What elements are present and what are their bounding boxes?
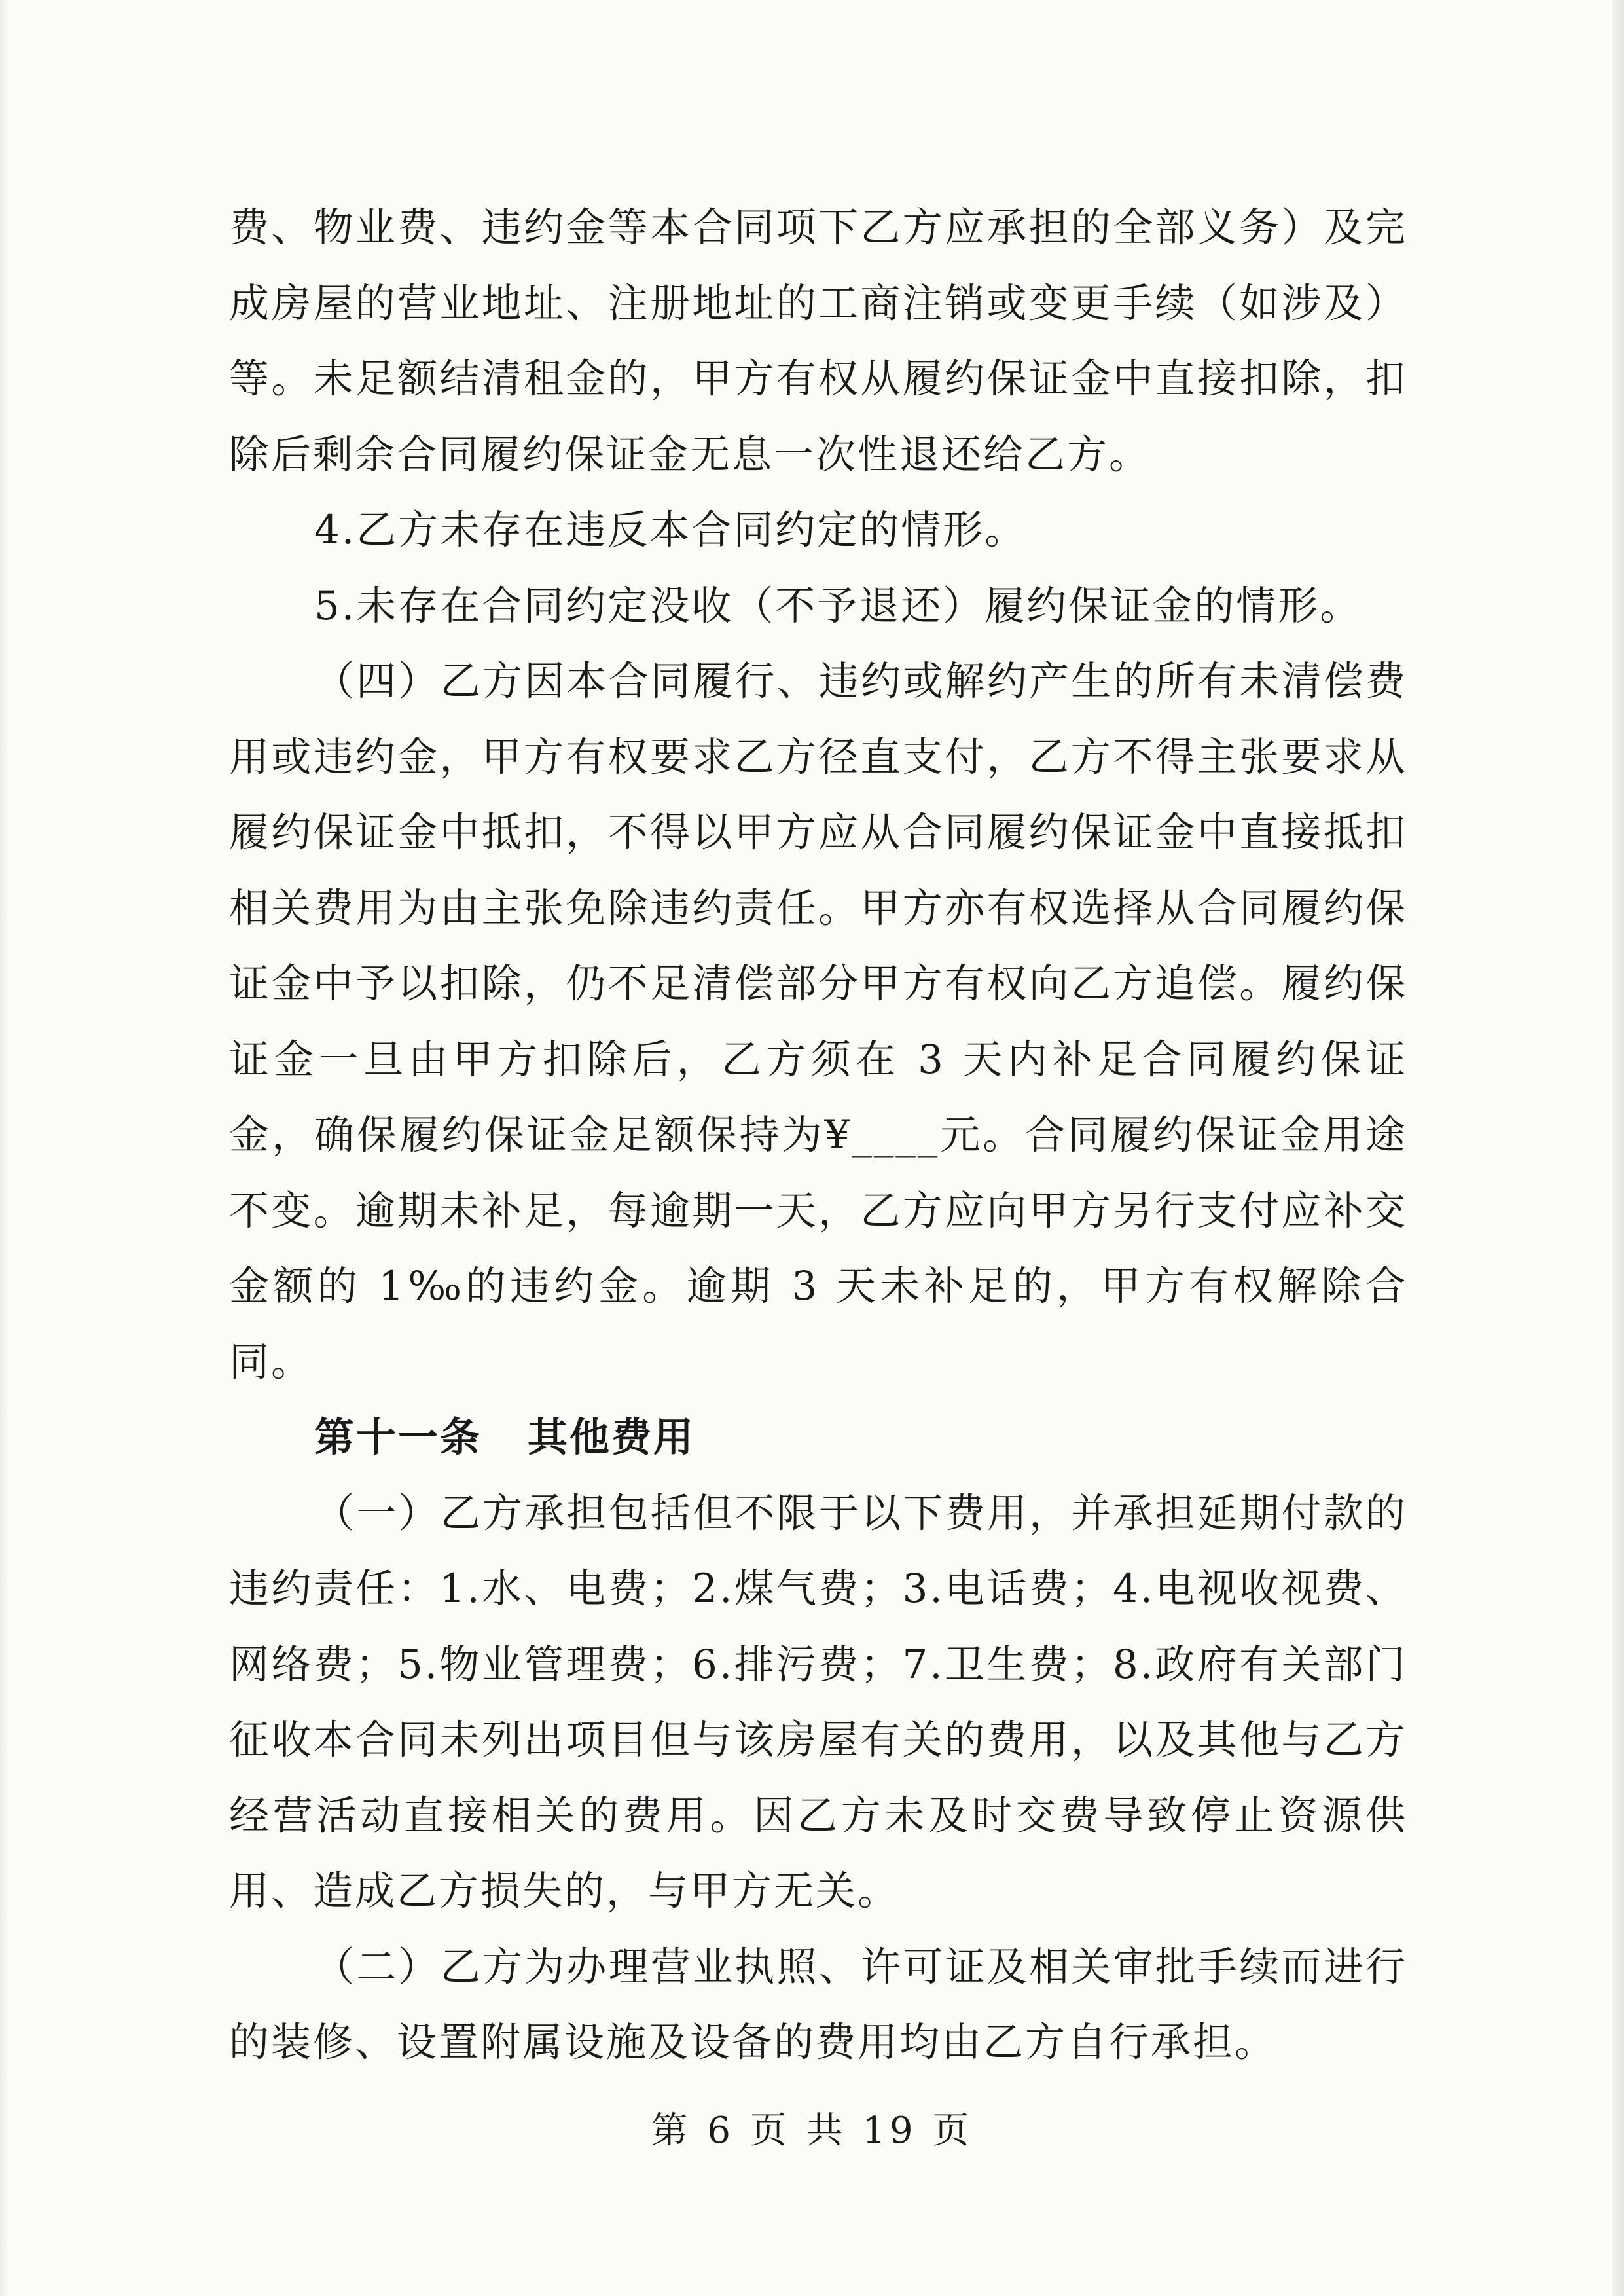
paragraph-clause-4: （四）乙方因本合同履行、违约或解约产生的所有未清偿费用或违约金，甲方有权要求乙方径直支付，乙方不得主张要求从履约保证金中抵扣，不得以甲方应从合同履约保证金中直接抵扣相关费用为由主张免除违约责任。甲方亦有权选择从合同履约保证金中予以扣除，仍不足清偿部分甲方有权向乙方追偿。履约保证金一旦由甲方扣除后，乙方须在 3 天内补足合同履约保证金，确保履约保证金足额保持为¥____元。合同履约保证金用途不变。逾期未补足，每逾期一天，乙方应向甲方另行支付应补交金额的 1‰的违约金。逾期 3 天未补足的，甲方有权解除合同。 [229,658,1407,1385]
paragraph-item-4: 4.乙方未存在违反本合同约定的情形。 [314,507,1027,553]
section-heading-title: 其他费用 [528,1414,696,1461]
paragraph-continuation: 费、物业费、违约金等本合同项下乙方应承担的全部义务）及完成房屋的营业地址、注册地址的工商注销或变更手续（如涉及）等。未足额结清租金的，甲方有权从履约保证金中直接扣除，扣除后剩余合同履约保证金无息一次性退还给乙方。 [229,204,1407,478]
scan-edge-left [0,0,7,2296]
section-heading-number: 第十一条 [314,1414,482,1461]
section-heading [229,1400,1407,1476]
scan-edge-right [1612,0,1624,2296]
paragraph-item-5: 5.未存在合同约定没收（不予退还）履约保证金的情形。 [314,582,1362,629]
paragraph-clause-2: （二）乙方为办理营业执照、许可证及相关审批手续而进行的装修、设置附属设施及设备的费用均由乙方自行承担。 [229,1943,1407,2066]
paragraph-clause-1: （一）乙方承担包括但不限于以下费用，并承担延期付款的违约责任：1.水、电费；2.煤气费；3.电话费；4.电视收视费、网络费；5.物业管理费；6.排污费；7.卫生费；8.政府有关部门征收本合同未列出项目但与该房屋有关的费用，以及其他与乙方经营活动直接相关的费用。因乙方未及时交费导致停止资源供用、造成乙方损失的，与甲方无关。 [229,1489,1407,1914]
document-body [229,190,1407,2081]
page-number-footer: 第 6 页 共 19 页 [651,2109,973,2152]
